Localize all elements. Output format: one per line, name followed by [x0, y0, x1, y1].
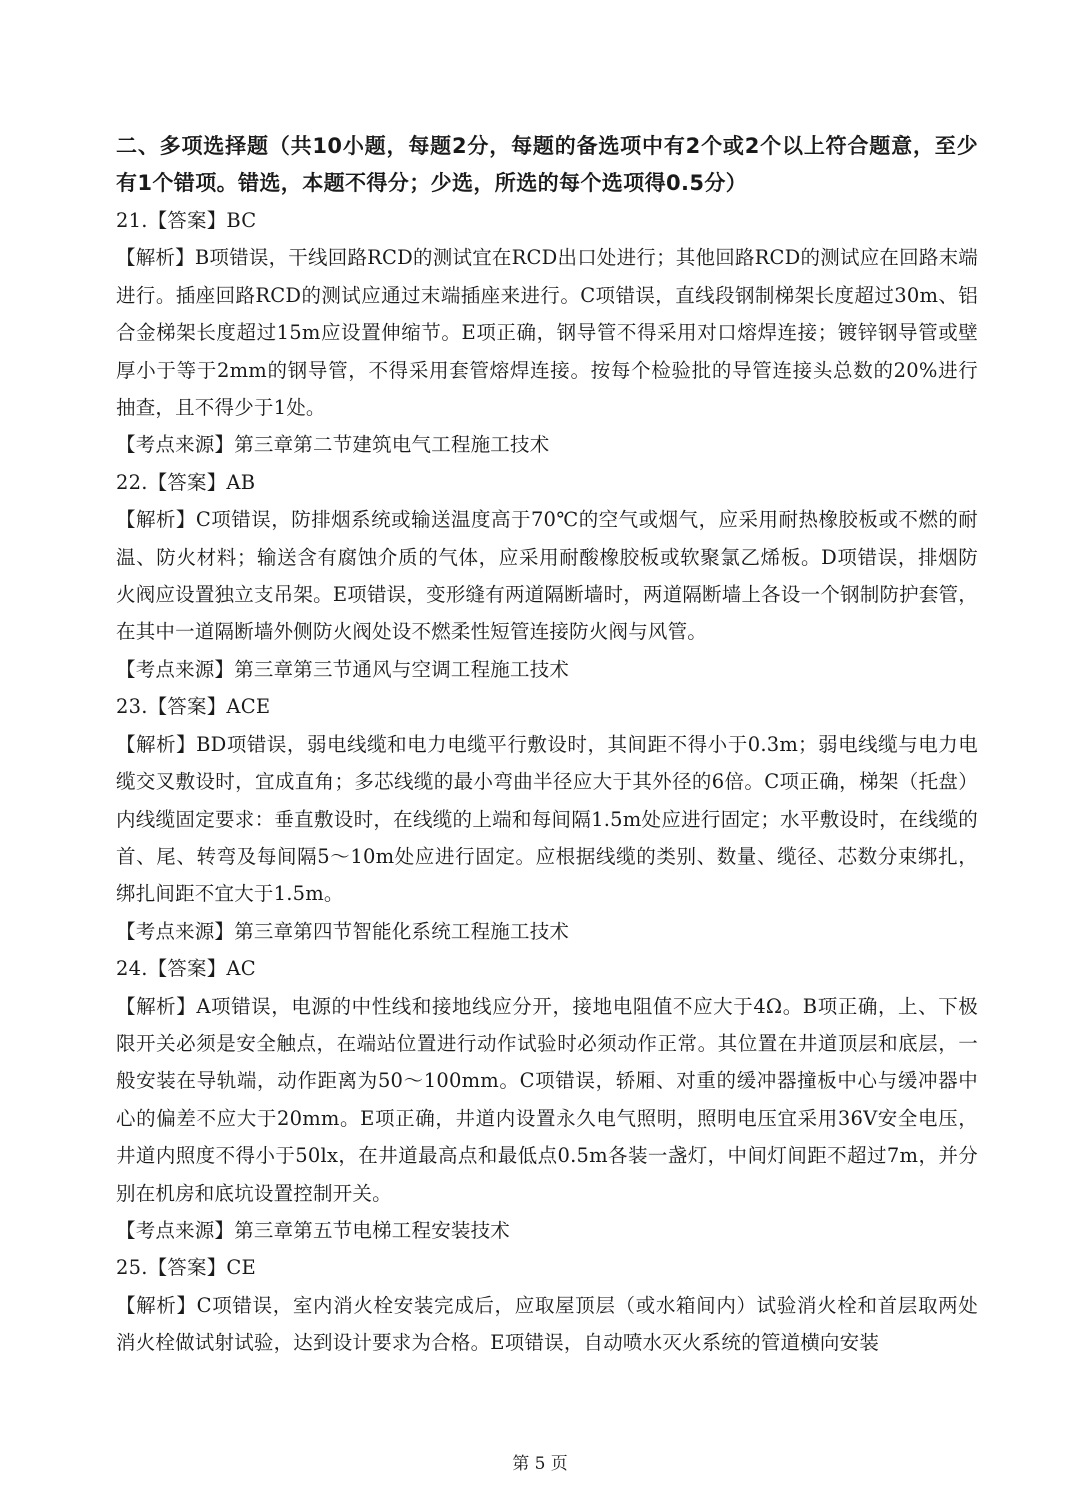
answer-line: 23.【答案】ACE — [116, 695, 271, 719]
question-21 — [116, 202, 978, 464]
question-23 — [116, 688, 978, 950]
analysis-text: 【解析】C项错误，防排烟系统或输送温度高于70℃的空气或烟气，应采用耐热橡胶板或不燃的耐温、防火材料；输送含有腐蚀介质的气体，应采用耐酸橡胶板或软聚氯乙烯板。D项错误，排烟防火阀应设置独立支吊架。E项错误，变形缝有两道隔断墙时，两道隔断墙上各设一个钢制防护套管，在其中一道隔断墙外侧防火阀处设不燃柔性短管连接防火阀与风管。 — [116, 508, 978, 644]
analysis-text: 【解析】C项错误，室内消火栓安装完成后，应取屋顶层（或水箱间内）试验消火栓和首层取两处消火栓做试射试验，达到设计要求为合格。E项错误，自动喷水灭火系统的管道横向安装 — [116, 1293, 978, 1355]
analysis-text: 【解析】B项错误，干线回路RCD的测试宜在RCD出口处进行；其他回路RCD的测试应在回路末端进行。插座回路RCD的测试应通过末端插座来进行。C项错误，直线段钢制梯架长度超过30m、铝合金梯架长度超过15m应设置伸缩节。E项正确，钢导管不得采用对口熔焊连接；镀锌钢导管或壁厚小于等于2mm的钢导管，不得采用套管熔焊连接。按每个检验批的导管连接头总数的20%进行抽查，且不得少于1处。 — [116, 246, 978, 420]
document-page — [116, 128, 978, 1362]
answer-line: 24.【答案】AC — [116, 957, 256, 981]
question-25 — [116, 1249, 978, 1361]
analysis-text: 【解析】BD项错误，弱电线缆和电力电缆平行敷设时，其间距不得小于0.3m；弱电线缆与电力电缆交叉敷设时，宜成直角；多芯线缆的最小弯曲半径应大于其外径的6倍。C项正确，梯架（托盘）内线缆固定要求：垂直敷设时，在线缆的上端和每间隔1.5m处应进行固定；水平敷设时，在线缆的首、尾、转弯及每间隔5～10m处应进行固定。应根据线缆的类别、数量、缆径、芯数分束绑扎，绑扎间距不宜大于1.5m。 — [116, 732, 978, 906]
answer-line: 25.【答案】CE — [116, 1256, 256, 1280]
page-number: 第 5 页 — [512, 1454, 568, 1474]
answer-line: 21.【答案】BC — [116, 209, 257, 232]
source-line: 【考点来源】第三章第二节建筑电气工程施工技术 — [116, 433, 550, 457]
source-line: 【考点来源】第三章第四节智能化系统工程施工技术 — [116, 919, 570, 943]
source-line: 【考点来源】第三章第三节通风与空调工程施工技术 — [116, 657, 570, 681]
source-line: 【考点来源】第三章第五节电梯工程安装技术 — [116, 1218, 511, 1242]
answer-line: 22.【答案】AB — [116, 470, 256, 494]
question-24 — [116, 950, 978, 1249]
analysis-text: 【解析】A项错误，电源的中性线和接地线应分开，接地电阻值不应大于4Ω。B项正确，上、下极限开关必须是安全触点，在端站位置进行动作试验时必须动作正常。其位置在井道顶层和底层，一般安装在导轨端，动作距离为50～100mm。C项错误，轿厢、对重的缓冲器撞板中心与缓冲器中心的偏差不应大于20mm。E项正确，井道内设置永久电气照明，照明电压宜采用36V安全电压，井道内照度不得小于50lx，在井道最高点和最低点0.5m各装一盏灯，中间灯间距不超过7m，并分别在机房和底坑设置控制开关。 — [116, 994, 978, 1205]
section-heading: 二、多项选择题（共10小题，每题2分，每题的备选项中有2个或2个以上符合题意，至少有1个错项。错选，本题不得分；少选，所选的每个选项得0.5分） — [116, 134, 978, 195]
question-22 — [116, 464, 978, 688]
